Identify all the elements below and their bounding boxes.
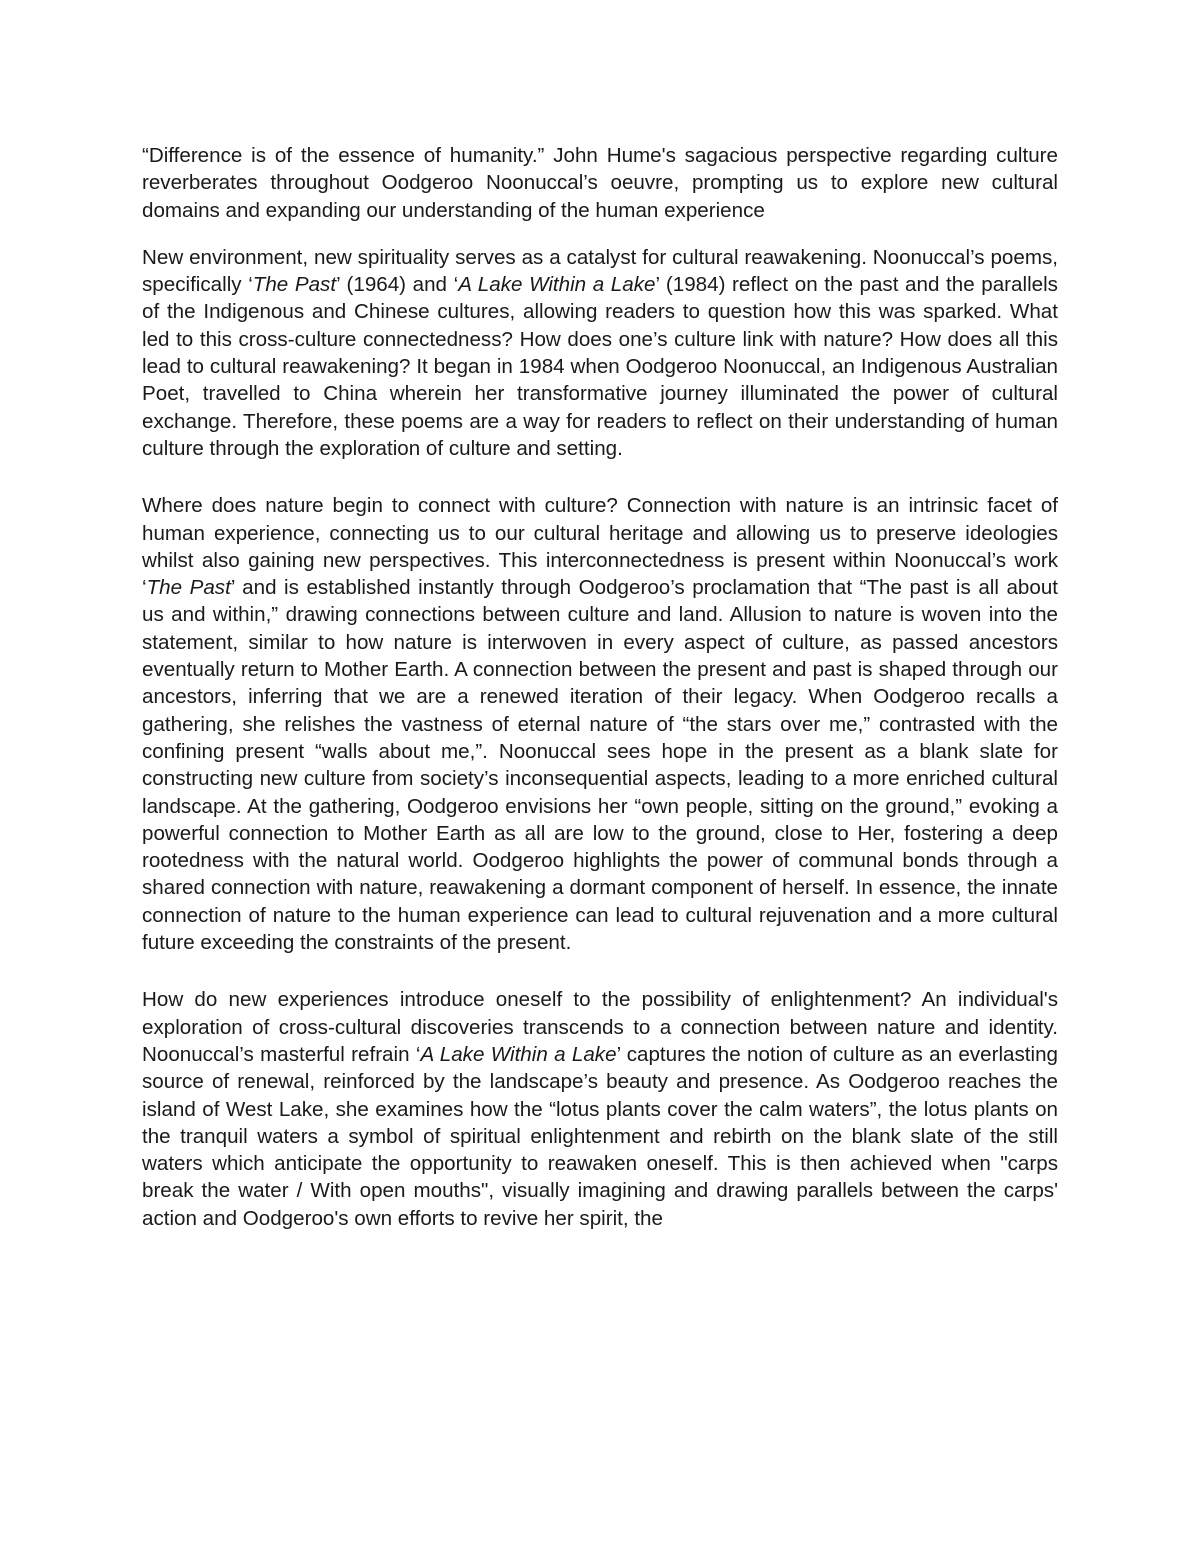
poem-title: The Past bbox=[146, 576, 231, 600]
paragraph-text: ’ and is established instantly through Oodgeroo’s proclamation that “The past is all about us and within,” drawing connections between culture and land. Allusion to nature is woven into the statement, similar to how nature is interwoven in every aspect of culture, as passed ancestors eventually return to Mother Earth. A connection between the present and past is shaped through our ancestors, inferring that we are a renewed iteration of their legacy. When Oodgeroo recalls a gathering, she relishes the vastness of eternal nature of “the stars over me,” contrasted with the confining present “walls about me,”. Noonuccal sees hope in the present as a blank slate for constructing new culture from society’s inconsequential aspects, leading to a more enriched cultural landscape. At the gathering, Oodgeroo envisions her “own people, sitting on the ground,” evoking a powerful connection to Mother Earth as all are low to the ground, close to Her, fostering a deep rootedness with the natural world. Oodgeroo highlights the power of communal bonds through a shared connection with nature, reawakening a dormant component of herself. In essence, the innate connection of nature to the human experience can lead to cultural rejuvenation and a more cultural future exceeding the constraints of the present. bbox=[142, 576, 1058, 955]
paragraph-text: Where does nature begin to connect with culture? Connection with nature is an intrinsic facet of human experience, connecting us to our cultural heritage and allowing us to preserve ideologies whilst also gaining new perspectives. This interconnectedness is present within Noonuccal’s work ‘ bbox=[142, 494, 1058, 600]
paragraph-text: ’ captures the notion of culture as an everlasting source of renewal, reinforced by the landscape’s beauty and presence. As Oodgeroo reaches the island of West Lake, she examines how the “lotus plants cover the calm waters”, the lotus plants on the tranquil waters a symbol of spiritual enlightenment and rebirth on the blank slate of the still waters which anticipate the opportunity to reawaken oneself. This is then achieved when "carps break the water / With open mouths", visually imagining and drawing parallels between the carps' action and Oodgeroo's own efforts to revive her spirit, the bbox=[142, 1042, 1058, 1230]
paragraph-experience bbox=[142, 986, 1058, 1232]
paragraph-nature bbox=[142, 492, 1058, 956]
paragraph-text: ’ (1964) and ‘ bbox=[336, 273, 459, 297]
paragraph-text: New environment, new spirituality serves as a catalyst for cultural reawakening. Noonuccal’s poems, specifically ‘ bbox=[142, 245, 1058, 297]
paragraph-context bbox=[142, 244, 1058, 462]
paragraph-intro bbox=[142, 142, 1058, 224]
poem-title: A Lake Within a Lake bbox=[458, 273, 656, 297]
document-page bbox=[142, 142, 1058, 1232]
paragraph-text: How do new experiences introduce oneself to the possibility of enlightenment? An individual's exploration of cross-cultural discoveries transcends to a connection between nature and identity. Noonuccal’s masterful refrain ‘ bbox=[142, 988, 1058, 1066]
paragraph-text: “Difference is of the essence of humanity.” John Hume's sagacious perspective regarding culture reverberates throughout Oodgeroo Noonuccal’s oeuvre, prompting us to explore new cultural domains and expanding our understanding of the human experience bbox=[142, 144, 1058, 222]
poem-title: The Past bbox=[252, 273, 337, 297]
poem-title: A Lake Within a Lake bbox=[420, 1042, 617, 1066]
paragraph-text: ’ (1984) reflect on the past and the parallels of the Indigenous and Chinese cultures, allowing readers to question how this was sparked. What led to this cross-culture connectedness? How does one’s culture link with nature? How does all this lead to cultural reawakening? It began in 1984 when Oodgeroo Noonuccal, an Indigenous Australian Poet, travelled to China wherein her transformative journey illuminated the power of cultural exchange. Therefore, these poems are a way for readers to reflect on their understanding of human culture through the exploration of culture and setting. bbox=[142, 273, 1058, 460]
